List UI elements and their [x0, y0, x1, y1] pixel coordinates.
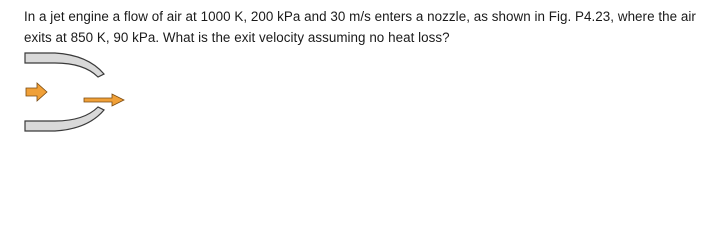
inlet-flow-arrow: [26, 83, 47, 101]
exit-flow-arrow: [84, 94, 124, 106]
nozzle-lower-wall: [25, 107, 104, 131]
problem-text: In a jet engine a flow of air at 1000 K, 200 kPa and 30 m/s enters a nozzle, as shown in Fig. P4.23, where the air exits at 850 K, 90 kPa. What is the exit velocity assuming no heat loss?: [24, 9, 696, 45]
nozzle-upper-wall: [25, 53, 104, 77]
